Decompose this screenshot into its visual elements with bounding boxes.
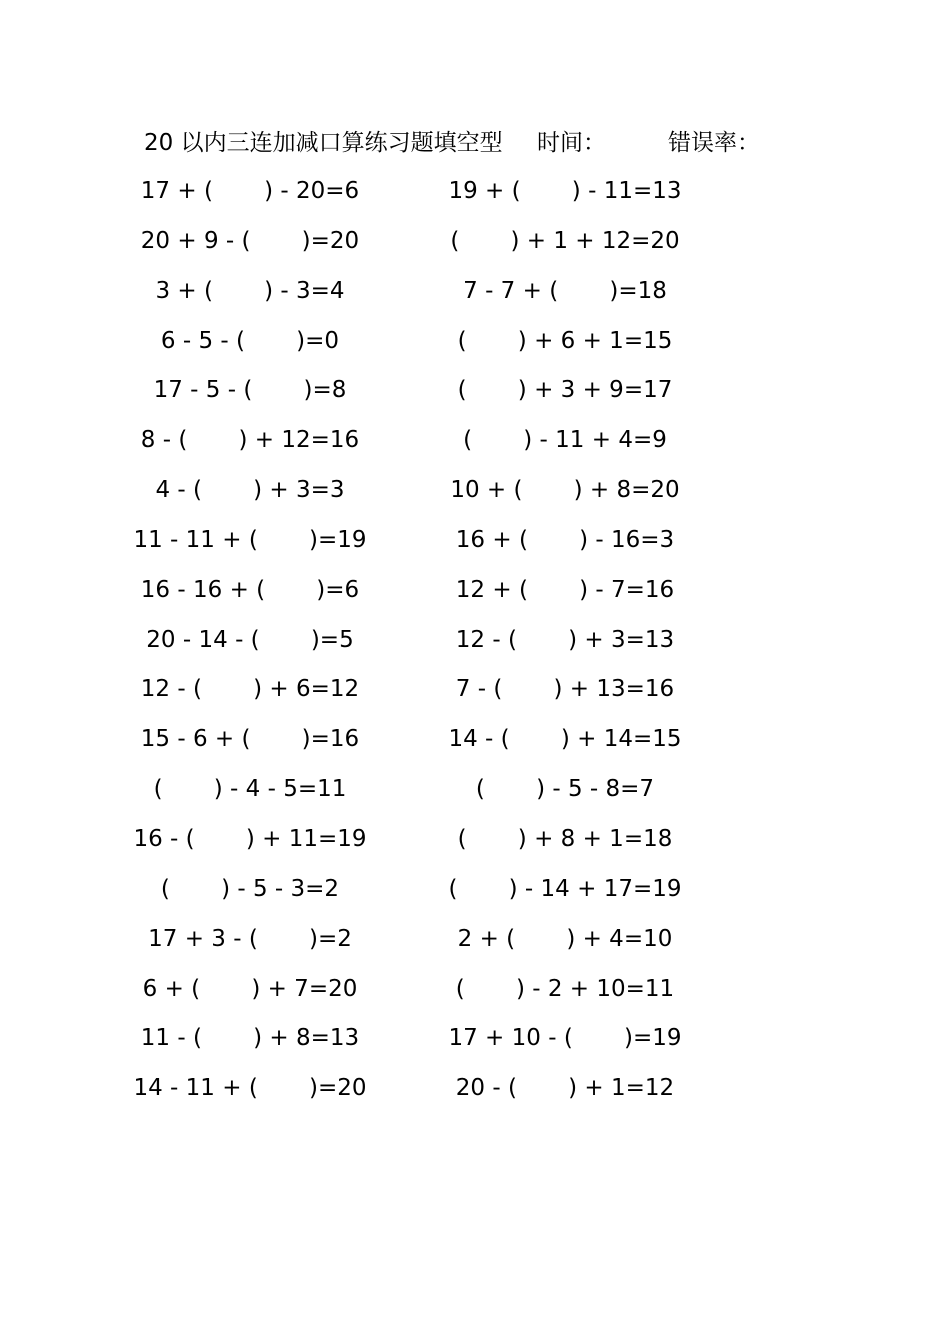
worksheet-title: 20 以内三连加减口算练习题填空型 (144, 130, 503, 156)
problem-item: 12 - ( ) + 6=12 (140, 676, 360, 703)
problem-item: 11 - ( ) + 8=13 (140, 1025, 360, 1052)
problem-item: 15 - 6 + ( )=16 (140, 726, 360, 753)
problem-item: 3 + ( ) - 3=4 (155, 277, 345, 304)
problem-item: 7 - ( ) + 13=16 (455, 676, 675, 703)
problem-item: 10 + ( ) + 8=20 (450, 477, 680, 504)
problem-item: 16 + ( ) - 16=3 (455, 526, 675, 553)
problem-item: 17 + 3 - ( )=2 (148, 925, 352, 952)
problem-item: 20 - 14 - ( )=5 (146, 626, 354, 653)
time-label: 时间： (537, 130, 606, 156)
problem-item: 12 + ( ) - 7=16 (455, 576, 675, 603)
worksheet-header (144, 125, 784, 161)
problem-item: 17 - 5 - ( )=8 (153, 377, 347, 404)
problem-item: 2 + ( ) + 4=10 (457, 925, 673, 952)
problem-item: 17 + ( ) - 20=6 (140, 178, 360, 204)
problem-item: ( ) + 1 + 12=20 (450, 227, 680, 254)
problem-item: 6 - 5 - ( )=0 (160, 327, 340, 354)
problem-item: 19 + ( ) - 11=13 (448, 178, 682, 204)
problem-item: 16 - 16 + ( )=6 (140, 576, 360, 603)
problem-item: 17 + 10 - ( )=19 (448, 1025, 682, 1052)
problem-column-right (445, 172, 685, 1119)
problem-item: 12 - ( ) + 3=13 (455, 626, 675, 653)
problem-item: ( ) + 6 + 1=15 (457, 327, 673, 354)
problem-item: 8 - ( ) + 12=16 (140, 427, 360, 454)
problem-item: ( ) - 5 - 3=2 (160, 875, 340, 902)
problem-column-left (130, 172, 370, 1119)
problem-item: ( ) - 14 + 17=19 (448, 875, 682, 902)
problem-item: ( ) - 2 + 10=11 (455, 975, 675, 1002)
problem-item: 16 - ( ) + 11=19 (133, 825, 367, 852)
problem-item: ( ) - 4 - 5=11 (153, 776, 347, 803)
problem-item: 11 - 11 + ( )=19 (133, 526, 367, 553)
problem-item: ( ) - 11 + 4=9 (463, 427, 667, 454)
problem-item: ( ) + 8 + 1=18 (457, 825, 673, 852)
problem-item: ( ) + 3 + 9=17 (457, 377, 673, 404)
problem-item: ( ) - 5 - 8=7 (475, 776, 655, 803)
problem-item: 4 - ( ) + 3=3 (155, 477, 345, 504)
problem-item: 20 + 9 - ( )=20 (140, 227, 360, 254)
problem-item: 20 - ( ) + 1=12 (455, 1075, 675, 1102)
problem-item: 14 - 11 + ( )=20 (133, 1075, 367, 1102)
problem-item: 7 - 7 + ( )=18 (463, 277, 667, 304)
error-rate-label: 错误率： (668, 130, 760, 156)
problem-item: 6 + ( ) + 7=20 (142, 975, 358, 1002)
problem-item: 14 - ( ) + 14=15 (448, 726, 682, 753)
